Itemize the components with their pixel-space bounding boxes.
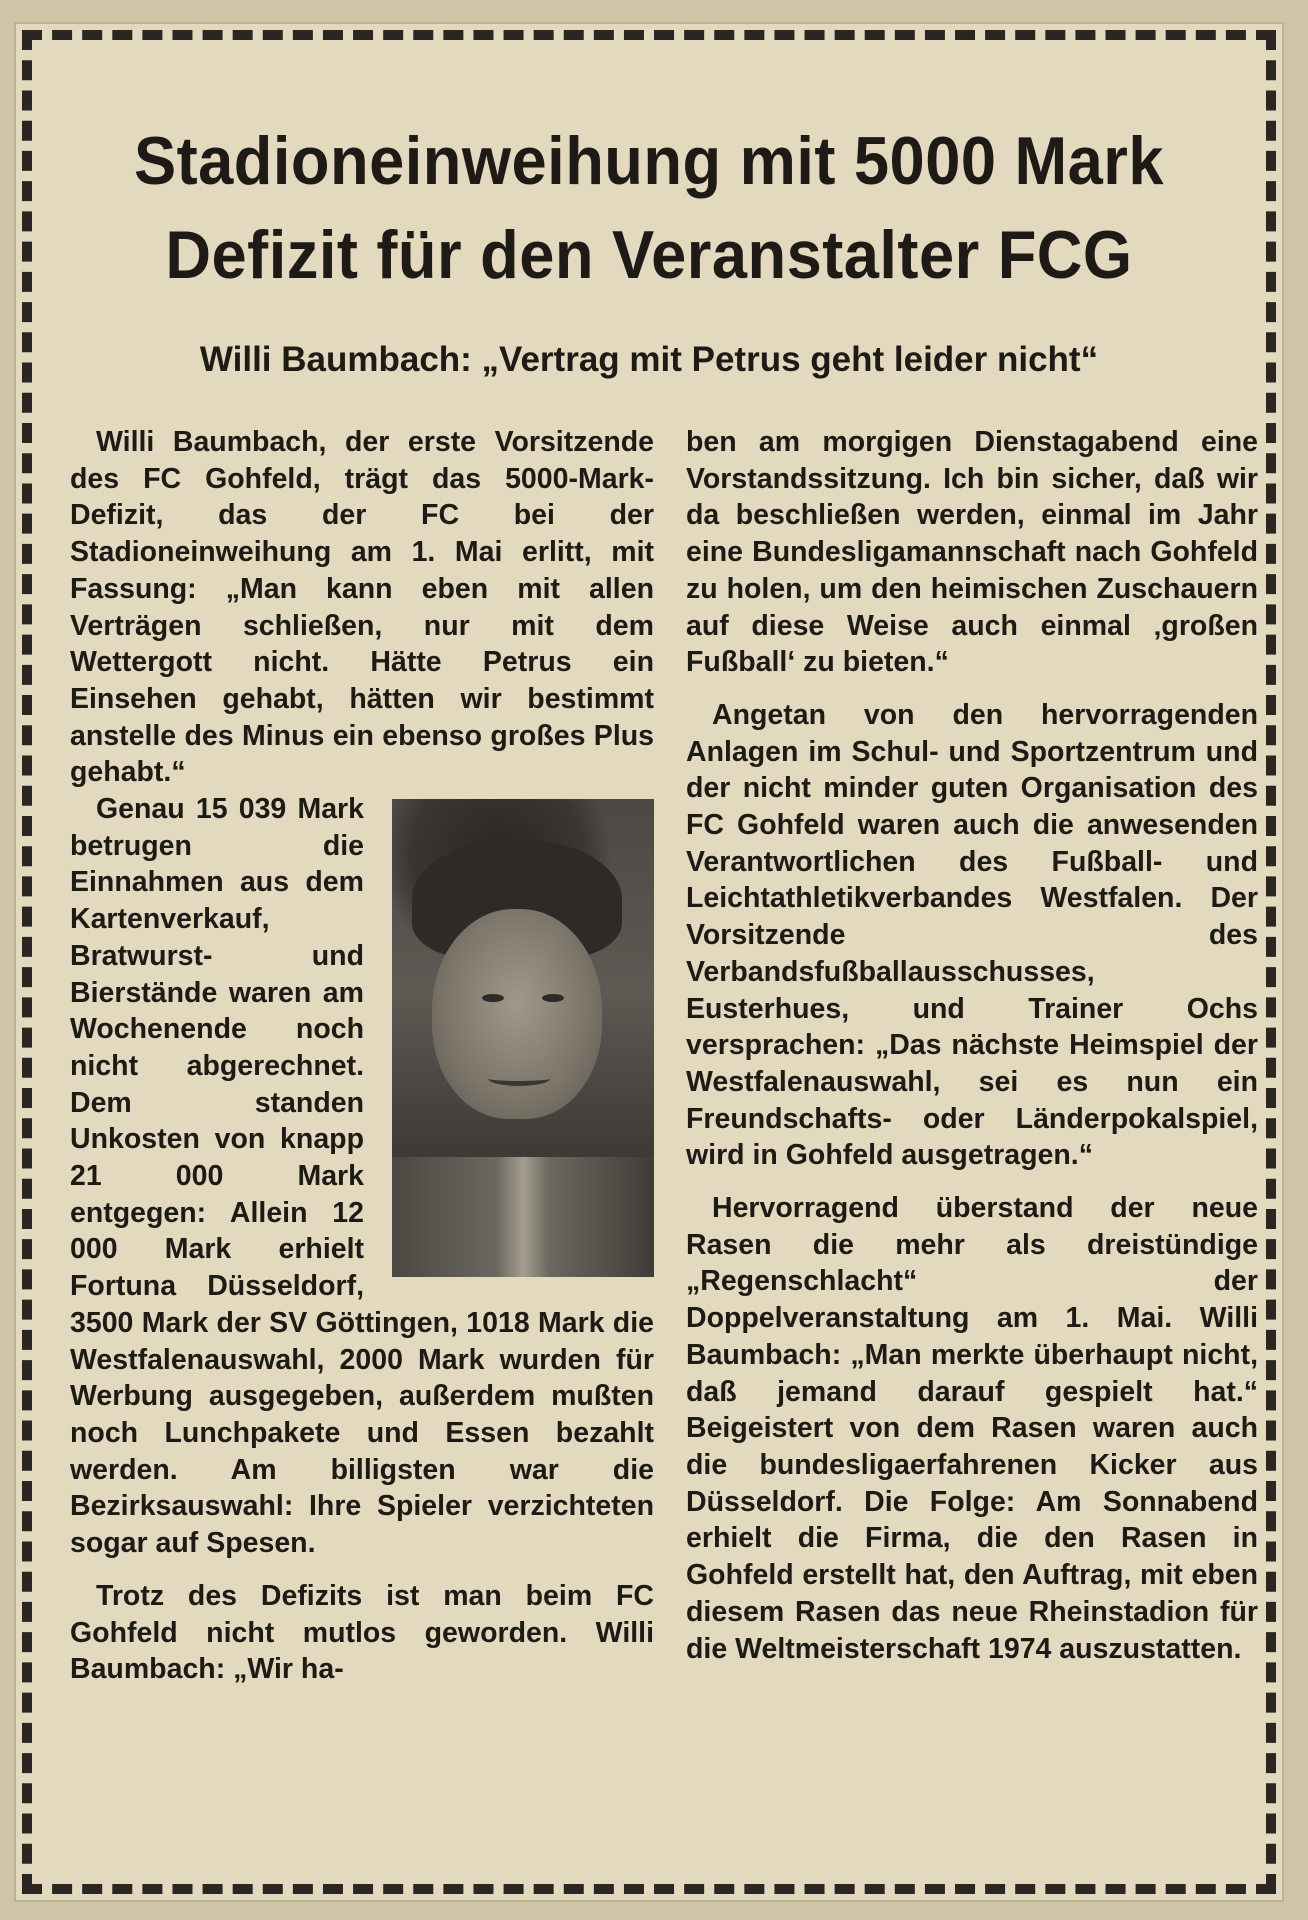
left-column xyxy=(70,424,654,1688)
paragraph-5: Hervorragend überstand der neue Rasen die mehr als dreistündige „Regenschlacht“ der Doppelveranstaltung am 1. Mai. Willi Baumbach: „Man merkte überhaupt nicht, daß jemand darauf gespielt hat.“ Beigeistert von dem Rasen waren auch die bundesligaerfahrenen Kicker aus Düsseldorf. Die Folge: Am Sonnabend erhielt die Firma, die den Rasen in Gohfeld erstellt hat, den Auftrag, mit eben diesem Rasen das neue Rheinstadion für die Weltmeisterschaft 1974 auszustatten. xyxy=(686,1192,1258,1665)
paragraph-3: Trotz des Defizits ist man beim FC Gohfeld nicht mutlos geworden. Willi Baumbach: „Wir ha- xyxy=(70,1579,654,1686)
paragraph-continuation: ben am morgigen Dienstagabend eine Vorstandssitzung. Ich bin sicher, daß wir da beschließen werden, einmal im Jahr eine Bundesligamannschaft nach Gohfeld zu holen, um den heimischen Zuschauern auf diese Weise auch einmal ‚großen Fußball‘ zu bieten.“ xyxy=(686,426,1258,679)
paragraph-2: Genau 15 039 Mark betrugen die Einnahmen aus dem Kartenverkauf, Bratwurst- und Bierstände waren am Wochenende noch nicht abgerechnet. Dem standen Unkosten von knapp 21 000 Mark entgegen: Allein 12 000 Mark erhielt Fortuna Düsseldorf, 3500 Mark der SV Göttingen, 1018 Mark die Westfalenauswahl, 2000 Mark wurden für Werbung ausgegeben, außerdem mußten noch Lunchpakete und Essen bezahlt werden. Am billigsten war die Bezirksauswahl: Ihre Spieler verzichteten sogar auf Spesen. xyxy=(70,793,654,1560)
portrait-photo xyxy=(392,799,654,1277)
right-column xyxy=(686,424,1258,1667)
subheadline: Willi Baumbach: „Vertrag mit Petrus geht leider nicht“ xyxy=(199,340,1099,379)
paragraph-1: Willi Baumbach, der erste Vorsitzende des FC Gohfeld, trägt das 5000-Mark-Defizit, das der FC bei der Stadioneinweihung am 1. Mai erlitt, mit Fassung: „Man kann eben mit allen Verträgen schließen, nur mit dem Wettergott nicht. Hätte Petrus ein Einsehen gehabt, hätten wir bestimmt anstelle des Minus ein ebenso großes Plus gehabt.“ xyxy=(70,426,654,789)
newspaper-clipping xyxy=(14,22,1284,1902)
paragraph-4: Angetan von den hervorragenden Anlagen im Schul- und Sportzentrum und der nicht minder guten Organisation des FC Gohfeld waren auch die anwesenden Verantwortlichen des Fußball- und Leichtathletikverbandes Westfalen. Der Vorsitzende des Verbandsfußballausschusses, Eusterhues, und Trainer Ochs versprachen: „Das nächste Heimspiel der Westfalenauswahl, sei es nun ein Freundschafts- oder Länderpokalspiel, wird in Gohfeld ausgetragen.“ xyxy=(686,698,1258,1172)
headline: Stadioneinweihung mit 5000 Mark Defizit für den Veranstalter FCG xyxy=(133,123,1165,293)
